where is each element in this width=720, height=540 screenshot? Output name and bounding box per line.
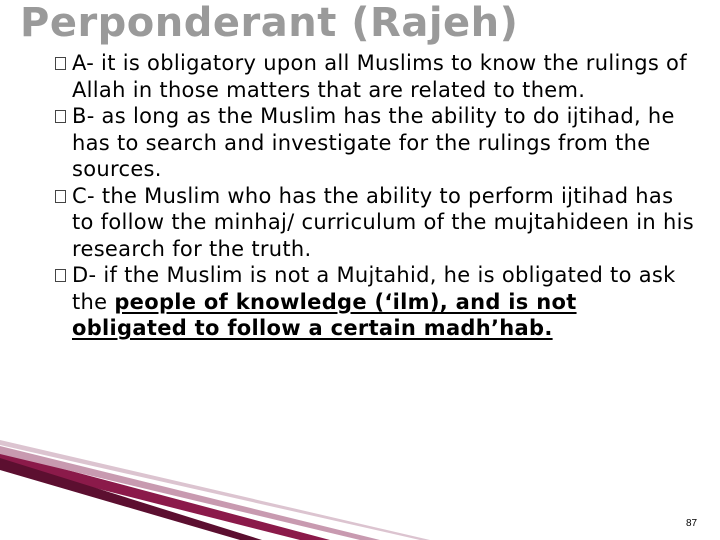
bullet-text: A- it is obligatory upon all Muslims to know the rulings of Allah in those matters that are related to them. (72, 51, 687, 102)
decorative-swoosh (0, 440, 720, 540)
swoosh-light-band (0, 446, 380, 540)
page-number: 87 (686, 518, 698, 529)
bullet-list (56, 50, 696, 342)
bullet-item-a (56, 50, 696, 103)
square-bullet-icon (55, 57, 66, 70)
bullet-item-b (56, 103, 696, 183)
square-bullet-icon (55, 190, 66, 203)
square-bullet-icon (55, 110, 66, 123)
emphasized-text: people of knowledge (‘ilm), and is not obligated to follow a certain madh’hab. (72, 289, 577, 340)
bullet-text: B- as long as the Muslim has the ability to do ijtihad, he has to search and investigate for the rulings from the sources. (72, 104, 675, 181)
bullet-text: D- if the Muslim is not a Mujtahid, he is obligated to ask the (72, 263, 676, 314)
square-bullet-icon (55, 269, 66, 282)
slide-title: Perponderant (Rajeh) (20, 0, 519, 46)
bullet-text: C- the Muslim who has the ability to perform ijtihad has to follow the minhaj/ curriculum of the mujtahideen in his research for the truth. (72, 183, 694, 261)
bullet-item-c (56, 183, 696, 263)
swoosh-faint-band (0, 440, 430, 540)
bullet-item-d (56, 262, 696, 342)
